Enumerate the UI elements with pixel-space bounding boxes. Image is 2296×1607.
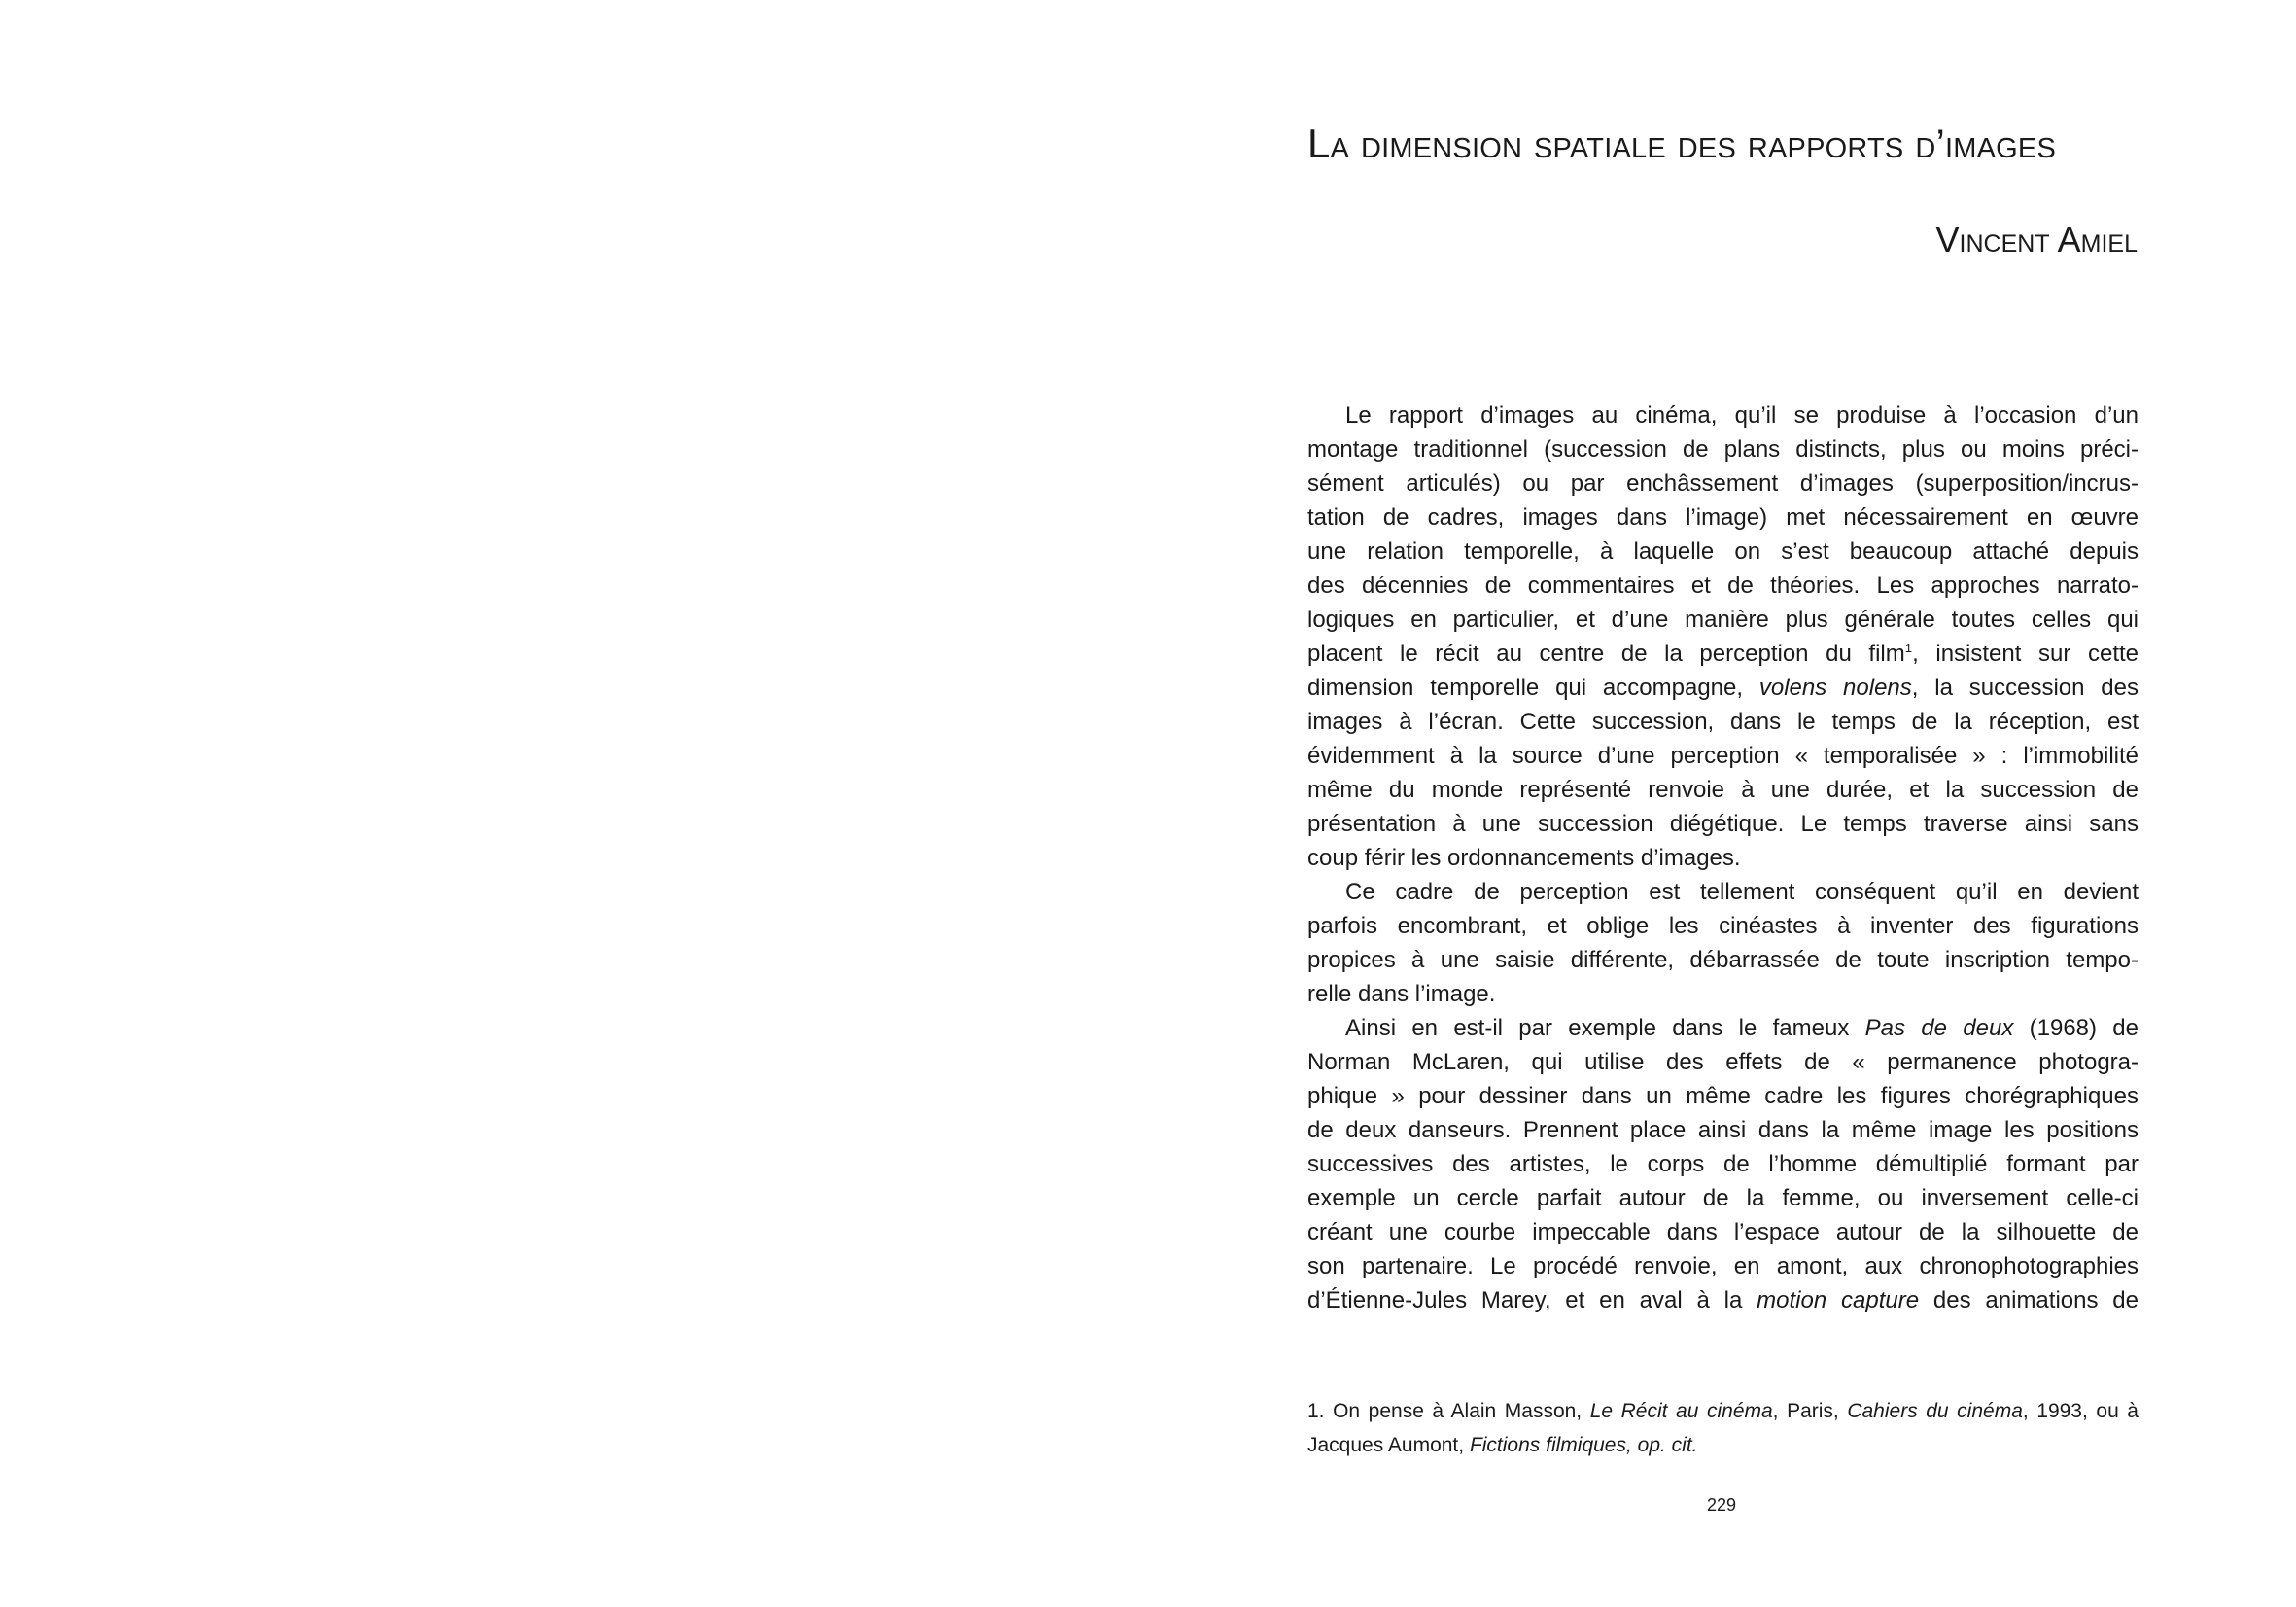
text-line xyxy=(1307,399,2139,433)
text-run: exemple un cercle parfait autour de la femme, ou inversement celle-ci xyxy=(1307,1185,2139,1211)
text-run: , insistent sur cette xyxy=(1912,641,2139,667)
footnote xyxy=(1307,1398,2139,1466)
text-line xyxy=(1307,909,2139,943)
text-line xyxy=(1307,637,2139,671)
text-run: images à l’écran. Cette succession, dans le temps de la réception, est xyxy=(1307,709,2139,735)
text-line xyxy=(1307,1215,2139,1249)
text-line xyxy=(1307,977,2139,1011)
italic-text: Cahiers du cinéma xyxy=(1847,1400,2023,1422)
text-run: montage traditionnel (succession de plans distincts, plus ou moins préci- xyxy=(1307,437,2139,463)
page-number: 229 xyxy=(1706,1495,1737,1515)
text-line xyxy=(1307,1113,2139,1147)
text-line xyxy=(1307,943,2139,977)
text-line xyxy=(1307,705,2139,739)
text-run: relle dans l’image. xyxy=(1307,981,1496,1007)
text-run: une relation temporelle, à laquelle on s’est beaucoup attaché depuis xyxy=(1307,539,2139,565)
text-run: placent le récit au centre de la perception du film xyxy=(1307,641,1905,667)
text-run: (1968) de xyxy=(2013,1015,2139,1041)
italic-text: volens nolens xyxy=(1758,675,1912,701)
footnote-reference: 1 xyxy=(1904,641,1913,655)
italic-text: Le Récit au cinéma xyxy=(1589,1400,1773,1422)
text-line xyxy=(1307,1011,2139,1045)
italic-text: Fictions filmiques, op. cit. xyxy=(1469,1434,1698,1456)
text-line xyxy=(1307,1398,2139,1432)
italic-text: Pas de deux xyxy=(1864,1015,2014,1041)
text-run: présentation à une succession diégétique. Le temps traverse ainsi sans xyxy=(1307,811,2139,837)
text-run: de deux danseurs. Prennent place ainsi dans la même image les positions xyxy=(1307,1117,2139,1143)
italic-text: motion capture xyxy=(1757,1287,1920,1313)
text-line xyxy=(1307,773,2139,807)
text-line xyxy=(1307,739,2139,773)
text-run: successives des artistes, le corps de l’homme démultiplié formant par xyxy=(1307,1151,2139,1177)
text-line xyxy=(1307,535,2139,569)
text-run: 1. On pense à Alain Masson, xyxy=(1307,1400,1590,1422)
text-line xyxy=(1307,1181,2139,1215)
body-text xyxy=(1307,399,2139,1317)
text-line xyxy=(1307,1079,2139,1113)
text-run: Ainsi en est-il par exemple dans le fameux xyxy=(1345,1015,1865,1041)
text-run: coup férir les ordonnancements d’images. xyxy=(1307,845,1741,871)
text-line xyxy=(1307,569,2139,603)
text-line xyxy=(1307,433,2139,467)
text-run: phique » pour dessiner dans un même cadre les figures chorégraphiques xyxy=(1307,1083,2139,1109)
text-run: parfois encombrant, et oblige les cinéastes à inventer des figurations xyxy=(1307,913,2139,939)
text-run: Le rapport d’images au cinéma, qu’il se produise à l’occasion d’un xyxy=(1345,402,2139,429)
text-run: tation de cadres, images dans l’image) met nécessairement en œuvre xyxy=(1307,505,2139,531)
text-run: son partenaire. Le procédé renvoie, en amont, aux chronophotographies xyxy=(1307,1253,2139,1279)
text-run: des décennies de commentaires et de théories. Les approches narrato- xyxy=(1307,573,2139,599)
text-line xyxy=(1307,1432,2139,1466)
text-run: sément articulés) ou par enchâssement d’images (superposition/incrus- xyxy=(1307,471,2139,497)
text-line xyxy=(1307,841,2139,875)
text-run: Ce cadre de perception est tellement conséquent qu’il en devient xyxy=(1345,879,2139,905)
text-run: , la succession des xyxy=(1911,675,2139,701)
text-run: même du monde représenté renvoie à une durée, et la succession de xyxy=(1307,777,2139,803)
text-line xyxy=(1307,603,2139,637)
text-run: Jacques Aumont, xyxy=(1307,1434,1470,1456)
author-name: Vincent Amiel xyxy=(1935,220,2138,260)
text-line xyxy=(1307,501,2139,535)
text-line xyxy=(1307,671,2139,705)
text-run: des animations de xyxy=(1919,1287,2139,1313)
text-line xyxy=(1307,875,2139,909)
text-run: Norman McLaren, qui utilise des effets de « permanence photogra- xyxy=(1307,1049,2139,1075)
text-line xyxy=(1307,1283,2139,1317)
text-run: créant une courbe impeccable dans l’espace autour de la silhouette de xyxy=(1307,1219,2139,1245)
text-line xyxy=(1307,467,2139,501)
text-run: logiques en particulier, et d’une manière plus générale toutes celles qui xyxy=(1307,607,2139,633)
text-run: évidemment à la source d’une perception « temporalisée » : l’immobilité xyxy=(1307,743,2139,769)
text-run: dimension temporelle qui accompagne, xyxy=(1307,675,1759,701)
text-run: d’Étienne-Jules Marey, et en aval à la xyxy=(1307,1287,1757,1313)
text-line xyxy=(1307,1147,2139,1181)
text-line xyxy=(1307,807,2139,841)
text-run: , Paris, xyxy=(1772,1400,1848,1422)
chapter-title: La dimension spatiale des rapports d’images xyxy=(1307,121,2057,166)
text-run: propices à une saisie différente, débarrassée de toute inscription tempo- xyxy=(1307,947,2139,973)
text-line xyxy=(1307,1045,2139,1079)
text-line xyxy=(1307,1249,2139,1283)
text-run: , 1993, ou à xyxy=(2022,1400,2139,1422)
